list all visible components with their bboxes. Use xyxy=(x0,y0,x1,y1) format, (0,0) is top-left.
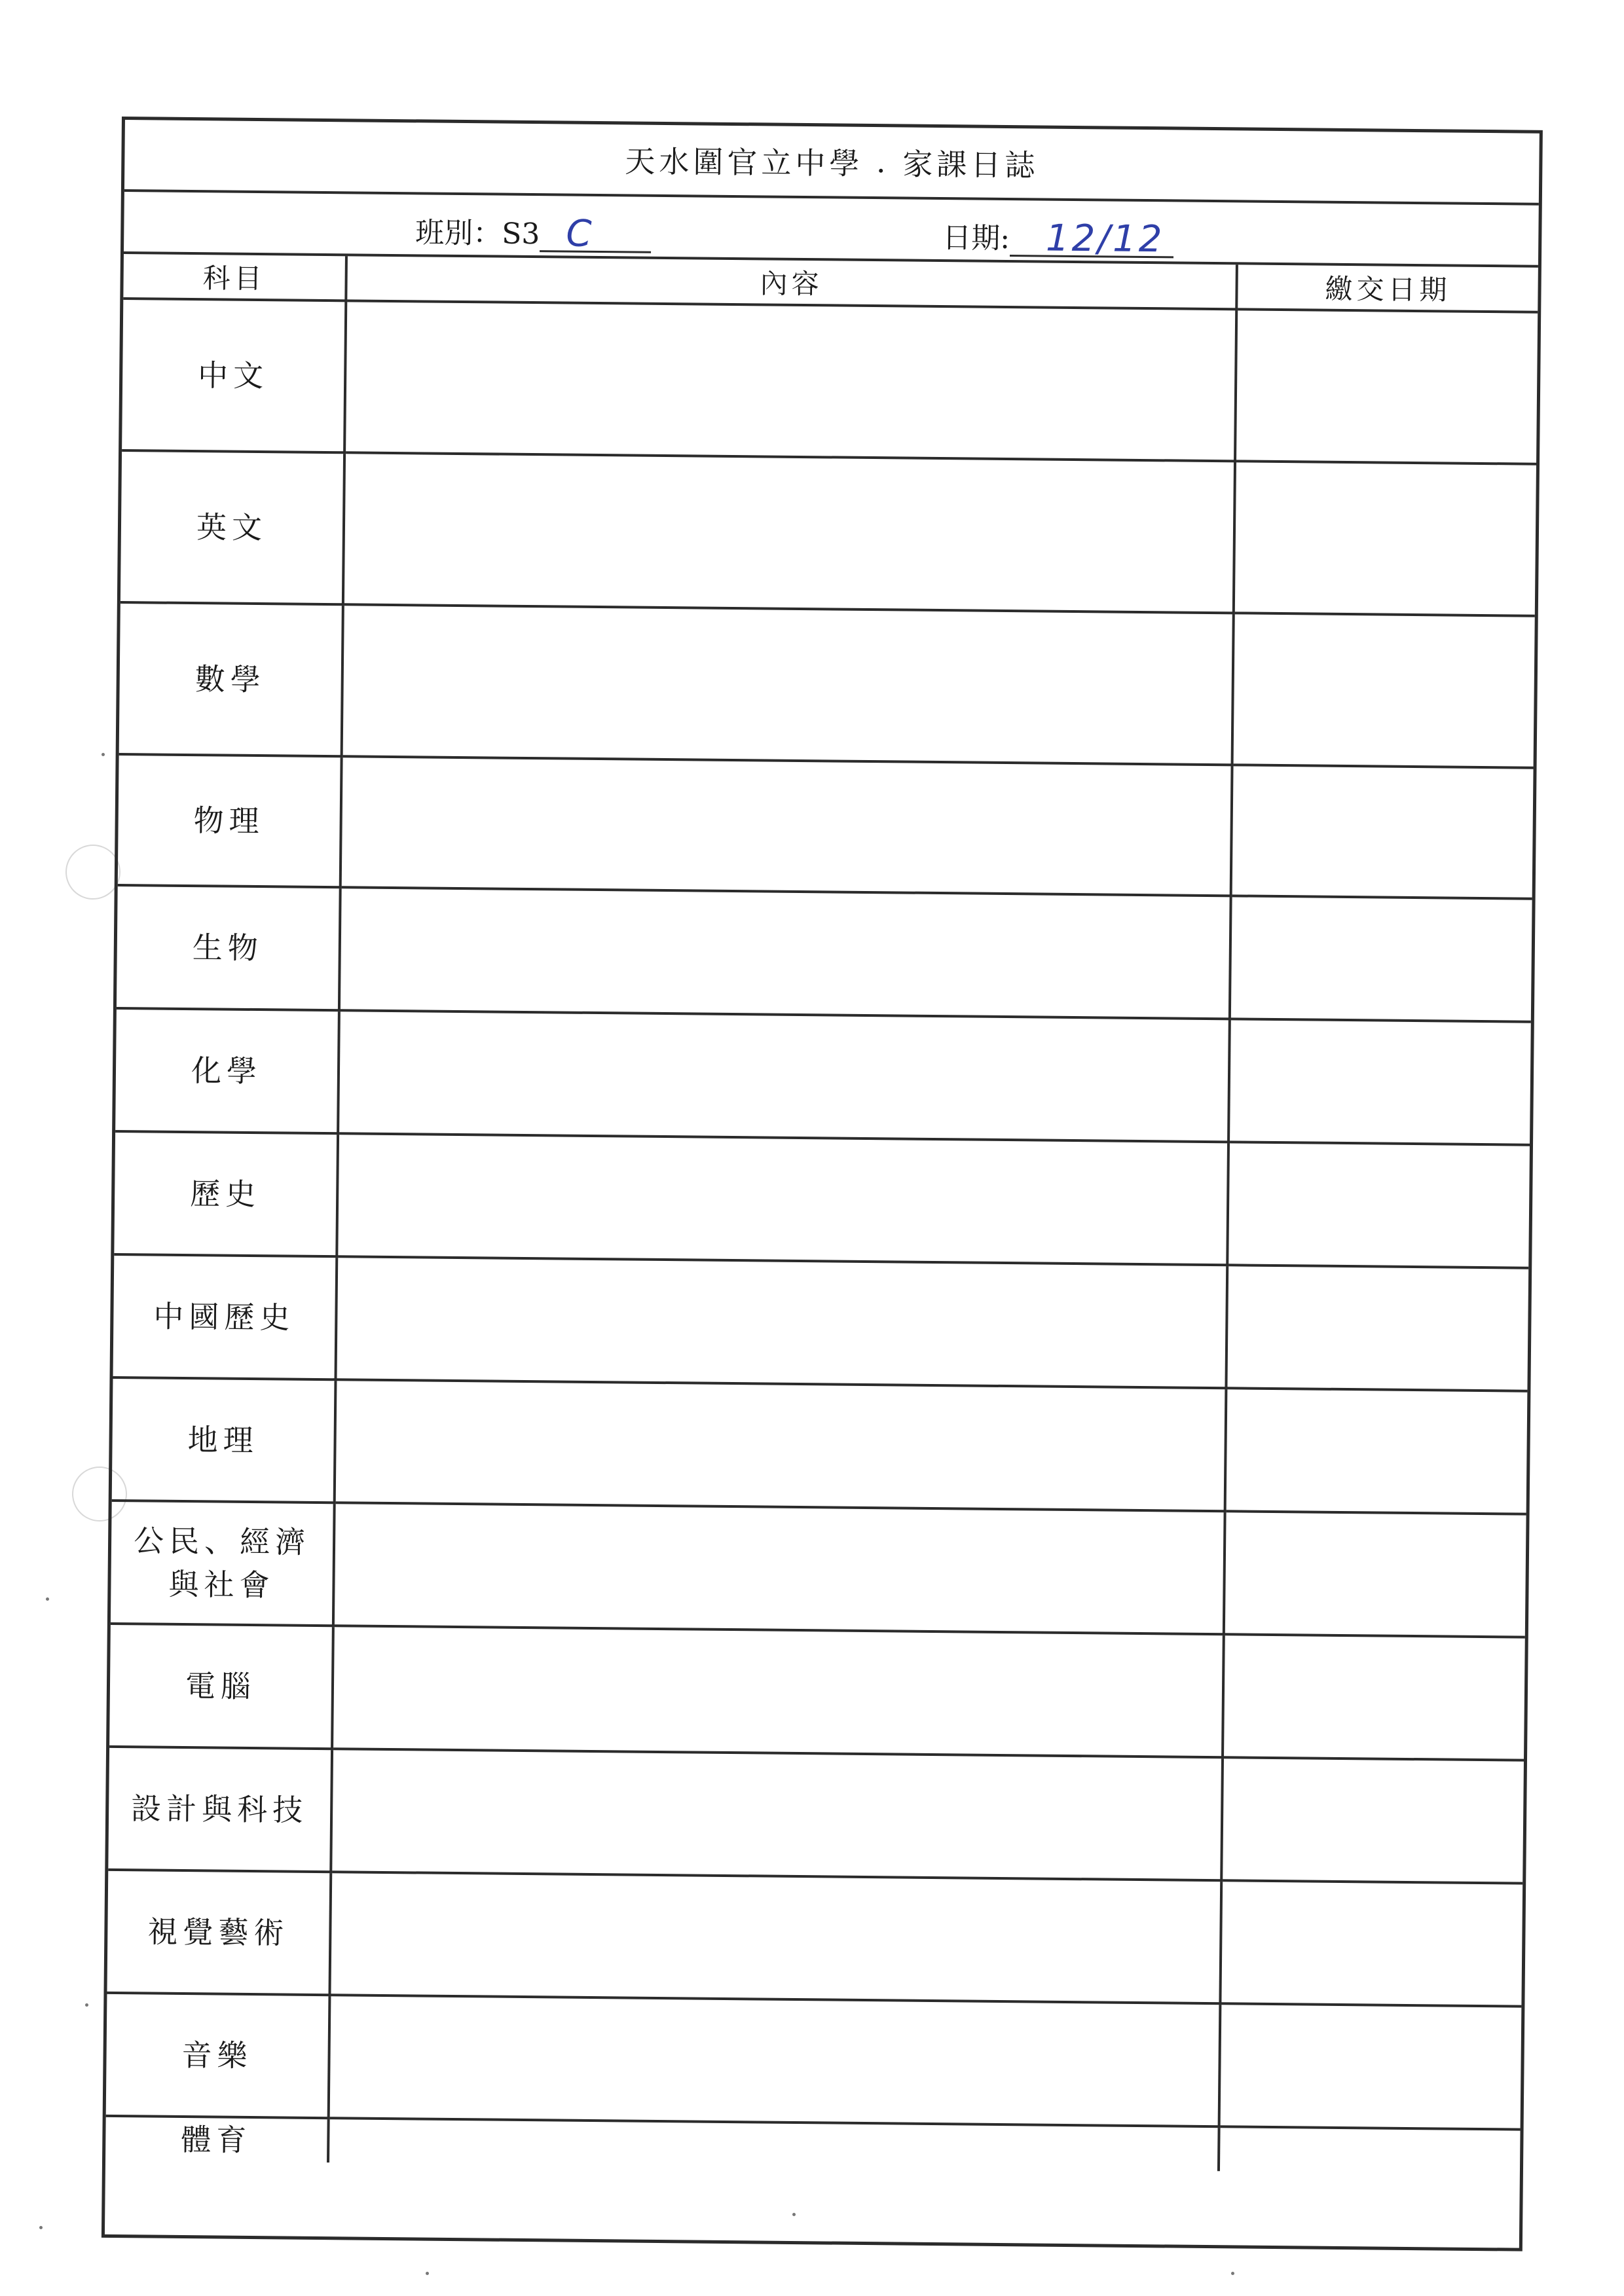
scan-speck xyxy=(46,1597,49,1601)
table-row xyxy=(117,885,1532,1022)
content-cell[interactable] xyxy=(329,1872,1221,2003)
header-subject: 科目 xyxy=(123,254,346,301)
table-row xyxy=(106,1993,1522,2130)
date-field xyxy=(942,214,1173,261)
due-date-cell[interactable] xyxy=(1224,1511,1526,1637)
table-row xyxy=(108,1747,1524,1884)
punch-hole-mark-top xyxy=(65,845,120,900)
scan-speck xyxy=(39,2226,43,2229)
subject-cell: 體育 xyxy=(105,2116,329,2162)
subject-cell: 化學 xyxy=(115,1008,339,1133)
content-cell[interactable] xyxy=(338,1010,1230,1142)
content-cell[interactable] xyxy=(328,2118,1219,2171)
content-cell[interactable] xyxy=(344,301,1236,461)
scan-speck xyxy=(85,2003,88,2007)
subject-cell: 音樂 xyxy=(106,1993,330,2118)
due-date-cell[interactable] xyxy=(1219,2126,1521,2174)
subject-cell: 生物 xyxy=(117,885,341,1010)
content-cell[interactable] xyxy=(337,1133,1228,1265)
homework-table xyxy=(105,254,1538,2174)
subject-cell: 電腦 xyxy=(109,1624,333,1749)
scan-speck xyxy=(792,2213,796,2216)
scan-speck xyxy=(426,2272,429,2275)
table-row xyxy=(122,299,1538,464)
due-date-cell[interactable] xyxy=(1223,1634,1525,1760)
table-row xyxy=(115,1008,1531,1145)
scan-speck xyxy=(1231,2272,1234,2275)
content-cell[interactable] xyxy=(329,1995,1221,2126)
due-date-cell[interactable] xyxy=(1228,1019,1531,1144)
table-row xyxy=(114,1131,1530,1268)
table-row xyxy=(118,754,1534,899)
content-cell[interactable] xyxy=(343,452,1235,613)
class-value[interactable]: C xyxy=(540,219,651,253)
content-cell[interactable] xyxy=(341,756,1232,896)
due-date-cell[interactable] xyxy=(1231,765,1534,898)
content-cell[interactable] xyxy=(339,887,1231,1019)
table-row xyxy=(113,1254,1529,1391)
scan-speck xyxy=(101,753,105,756)
due-date-cell[interactable] xyxy=(1219,2003,1522,2129)
subject-cell: 地理 xyxy=(112,1377,336,1503)
table-row xyxy=(111,1501,1526,1637)
content-cell[interactable] xyxy=(332,1626,1224,1757)
content-cell[interactable] xyxy=(342,604,1234,765)
due-date-cell[interactable] xyxy=(1234,461,1536,615)
subject-cell: 中文 xyxy=(122,299,346,452)
form-name: 家課日誌 xyxy=(902,146,1039,183)
subject-cell: 英文 xyxy=(120,450,344,604)
due-date-cell[interactable] xyxy=(1235,309,1538,464)
subject-cell: 中國歷史 xyxy=(113,1254,337,1379)
table-row xyxy=(109,1624,1525,1760)
form-title: 天水圍官立中學 . 家課日誌 xyxy=(124,120,1540,206)
date-label: 日期: xyxy=(942,221,1010,256)
class-label: 班別：S3 xyxy=(415,216,540,251)
subject-cell: 數學 xyxy=(119,602,343,756)
due-date-cell[interactable] xyxy=(1230,896,1532,1021)
due-date-cell[interactable] xyxy=(1226,1265,1528,1391)
subject-cell: 歷史 xyxy=(114,1131,338,1256)
subject-cell: 物理 xyxy=(118,754,342,887)
date-value[interactable]: 12/12 xyxy=(1010,224,1173,258)
subject-label-wrapped: 公民、經濟與社會 xyxy=(133,1523,311,1603)
table-row xyxy=(107,1870,1522,2007)
class-field xyxy=(415,209,652,253)
table-row xyxy=(119,602,1535,768)
due-date-cell[interactable] xyxy=(1227,1142,1530,1267)
subject-cell xyxy=(111,1501,335,1626)
content-cell[interactable] xyxy=(333,1503,1225,1634)
due-date-cell[interactable] xyxy=(1221,1757,1524,1883)
homework-log-form xyxy=(101,117,1543,2251)
header-due-date: 繳交日期 xyxy=(1236,264,1538,312)
header-content: 內容 xyxy=(346,256,1237,309)
subject-cell: 視覺藝術 xyxy=(107,1870,331,1995)
table-row xyxy=(112,1377,1528,1514)
content-cell[interactable] xyxy=(331,1749,1223,1880)
due-date-cell[interactable] xyxy=(1220,1880,1522,2006)
due-date-cell[interactable] xyxy=(1232,613,1535,767)
school-name: 天水圍官立中學 xyxy=(625,143,864,181)
subject-cell: 設計與科技 xyxy=(108,1747,332,1872)
content-cell[interactable] xyxy=(335,1379,1227,1511)
table-row xyxy=(120,450,1536,616)
due-date-cell[interactable] xyxy=(1225,1388,1528,1514)
content-cell[interactable] xyxy=(335,1256,1227,1388)
